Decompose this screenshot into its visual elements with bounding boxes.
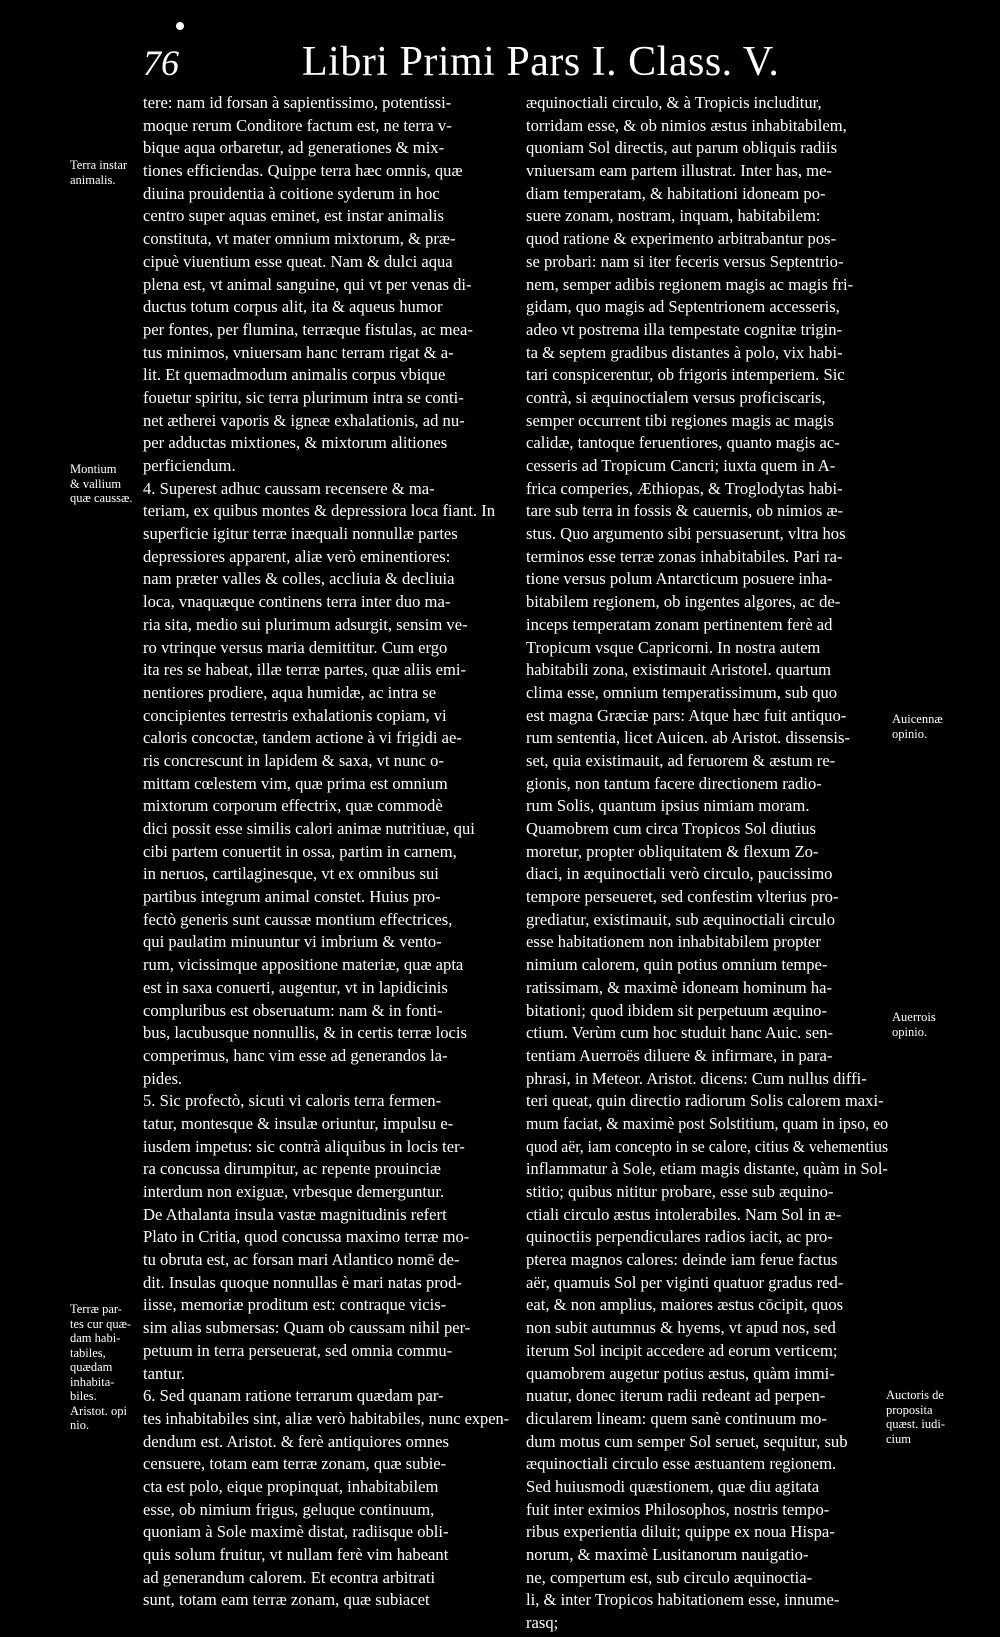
text-line: quoniam à Sole maximè distat, radiisque obli- [143,1522,449,1542]
text-line: moque rerum Conditore factum est, ne terra v- [143,115,452,135]
text-line: quod aër, iam concepto in se calore, citius & vehementius [526,1136,888,1156]
text-line: ad generandum calorem. Et econtra arbitrati [143,1567,436,1587]
margin-note-line: proposita [886,1402,933,1417]
margin-note-line: tes cur quæ- [70,1316,132,1331]
margin-note-line: opinio. [892,726,928,741]
text-line: aër, quamuis Sol per viginti quatuor gradus red- [526,1272,844,1292]
text-line: inflammatur à Sole, etiam magis distante, quàm in Sol- [526,1159,888,1179]
text-line: comperimus, hanc vim esse ad generandos la- [143,1045,448,1065]
text-line: dicularem lineam: quem sanè continuum mo- [526,1408,827,1428]
text-line: Quamobrem cum circa Tropicos Sol diutius [526,819,816,838]
text-line: nuatur, donec iterum radii redeant ad perpen- [526,1386,826,1406]
text-line: contrà, si æquinoctialem versus proficiscaris, [526,387,826,407]
text-line: tes inhabitabiles sint, aliæ verò habitabiles, nunc expen- [143,1408,510,1428]
margin-note-line: Montium [70,462,117,476]
text-line: grediatur, existimauit, sub æquinoctiali circulo [526,909,836,929]
text-line: fuit inter eximios Philosophos, nostris tempo- [526,1499,830,1519]
text-line: depressiores apparent, aliæ verò eminentiores: [143,546,451,566]
text-line: sunt, totam eam terræ zonam, quæ subiacet [143,1590,430,1610]
text-line: vniuersam eam partem illustrat. Inter has, me- [526,161,832,181]
text-line: ro vtrinque versus maria demittitur. Cum ergo [143,637,448,657]
text-line: iterum Sol incipit accedere ad eorum verticem; [526,1340,838,1360]
text-line: mixtorum corporum effectrix, quæ commodè [143,796,443,816]
text-line: rasq; [526,1613,559,1633]
text-line: mittam cœlestem vim, quæ prima est omnium [143,773,448,793]
text-line: bus, lacubusque nonnullis, & in certis terræ locis [143,1023,467,1043]
text-line: æquinoctiali circulo, & à Tropicis includitur, [526,93,822,112]
text-line: pides. [143,1068,183,1088]
margin-note-line: dam habi- [70,1331,121,1345]
margin-note-line: Auerrois [892,1010,936,1024]
text-line: lit. Et quemadmodum animalis corpus vbique [143,365,446,385]
text-line: calidæ, tantoque feruentiores, quanto magis ac- [526,433,840,453]
text-line: suere zonam, nostram, inquam, habitabilem: [526,206,821,226]
text-line: Tropicum vsque Capricorni. In nostra autem [526,637,821,657]
text-line: 4. Superest adhuc caussam recensere & ma- [143,478,435,498]
margin-note-line: Aristot. opi [70,1403,127,1418]
text-line: ribus experientia diluit; quippe ex noua Hispa- [526,1522,835,1542]
text-line: esse habitationem non inhabitabilem propter [526,932,821,952]
text-line: cipuè viuentium esse queat. Nam & dulci aqua [143,251,453,271]
text-line: ctiali circulo æstus intolerabiles. Nam Sol in æ- [526,1204,842,1224]
text-line: tione versus polum Antarcticum posuere inha- [526,569,833,589]
text-line: gidam, quo magis ad Septentrionem accesseris, [526,297,840,317]
margin-note-line: opinio. [892,1024,928,1039]
text-line: moretur, propter obliquitatem & flexum Zo- [526,841,819,861]
text-line: tantur. [143,1363,185,1383]
text-line: constituta, vt mater omnium mixtorum, & præ- [143,229,456,249]
text-line: iisse, memoriæ proditum est: contraque vicis- [143,1295,447,1315]
margin-note-line: biles. [70,1389,97,1403]
text-line: phrasi, in Meteor. Aristot. dicens: Cum nullus diffi- [526,1068,867,1088]
text-line: qui paulatim minuuntur vi imbrium & vento- [143,932,442,952]
text-line: caloris concoctæ, tandem actione à vi frigidi ae- [143,728,462,748]
margin-note-line: Terra instar [70,158,128,172]
text-line: dici possit esse similis calori animæ nutritiuæ, qui [143,819,475,838]
text-line: quamobrem augetur potius æstus, quàm immi- [526,1363,835,1383]
text-line: tiones efficiendas. Quippe terra hæc omnis, quæ [143,161,463,181]
left-text-column [143,92,509,1612]
text-line: per fontes, per flumina, terræque fistulas, ac mea- [143,319,473,339]
text-line: rum, vicissimque appositione materiæ, quæ apta [143,955,464,975]
text-line: nentiores prodiere, aqua humidæ, ac intra se [143,682,437,702]
text-line: teriam, ex quibus montes & depressiora loca fiant. In [143,501,496,521]
text-line: norum, & maximè Lusitanorum nauigatio- [526,1545,809,1564]
text-line: nimium calorem, quin potius omnium tempe- [526,955,828,975]
text-line: cibi partem conuertit in ossa, partim in carnem, [143,841,457,861]
margin-note-line: Auicennæ [892,712,943,726]
text-line: frica comperies, Æthiopas, & Troglodytas habi- [526,478,843,498]
text-line: dum motus cum semper Sol seruet, sequitur, sub [526,1431,848,1451]
text-line: gionis, non tantum facere directionem radio- [526,773,822,793]
text-line: est in saxa conuerti, augentur, vt in lapidicinis [143,977,448,997]
margin-note-line: nio. [70,1418,90,1432]
text-line: diam temperatam, & habitationi idoneam po- [526,183,826,203]
text-line: cta est polo, eique propinquat, inhabitabilem [143,1476,439,1496]
text-line: cesseris ad Tropicum Cancri; iuxta quem in A- [526,456,836,475]
text-line: quinoctiis perpendiculares radios iacit, ac pro- [526,1227,833,1247]
text-line: ta & septem gradibus distantes à polo, vix habi- [526,342,843,362]
text-line: nam præter valles & colles, accliuia & decliuia [143,569,455,589]
text-line: semper occurrent tibi regiones magis ac magis [526,410,834,430]
margin-note-terrae-partes [70,1302,131,1433]
margin-note-montium [70,462,133,506]
text-line: est magna Græciæ pars: Atque hæc fuit antiquo- [526,705,847,725]
text-line: diuina prouidentia à coitione syderum in hoc [143,183,440,203]
text-line: adeo vt postrema illa tempestate cognitæ trigin- [526,319,843,339]
margin-note-auerrois [892,1010,936,1039]
text-line: tare sub terra in fossis & cauernis, ob nimios æ- [526,501,844,521]
text-line: interdum non exiguæ, vrbesque demerguntur. [143,1182,445,1201]
text-line: quoniam Sol directis, aut parum obliquis radiis [526,138,838,158]
text-line: ris concrescunt in lapidem & saxa, vt nunc o- [143,750,444,770]
margin-note-line: quæ caussæ. [70,491,133,505]
text-line: bitabilem regionem, ob ingentes algores, ac de- [526,592,841,612]
margin-note-line: Auctoris de [886,1388,944,1402]
page-number: 76 [143,43,179,83]
text-line: tus minimos, vniuersam hanc terram rigat & a- [143,342,454,362]
text-line: superficie igitur terræ inæquali nonnullæ partes [143,524,458,544]
margin-note-line: & vallium [70,476,122,491]
text-line: sim alias submersas: Quam ob caussam nihil per- [143,1318,471,1338]
text-line: petuum in terra perseuerat, sed omnia commu- [143,1340,453,1360]
text-line: clima esse, omnium temperatissimum, sub quo [526,682,838,702]
text-line: concipientes terrestris exhalationis copiam, vi [143,705,447,725]
text-line: ria sita, medio sui plurimum adsurgit, sensim ve- [143,614,468,634]
margin-note-line: quæst. iudi- [886,1417,946,1431]
text-line: fouetur spiritu, sic terra plurimum intra se conti- [143,387,464,407]
text-line: centro super aquas eminet, est instar animalis [143,206,444,226]
text-line: set, quia existimauit, ad feruorem & æstum re- [526,750,836,770]
margin-note-terra-instar [70,158,127,187]
text-line: teri queat, quin directio radiorum Solis calorem maxi- [526,1091,884,1111]
margin-note-line: quædam [70,1360,113,1374]
text-line: æquinoctiali circulo esse æstuantem regionem. [526,1454,837,1474]
text-line: esse, ob nimium frigus, geluque continuum, [143,1499,435,1519]
text-line: tere: nam id forsan à sapientissimo, potentissi- [143,93,452,112]
text-line: stus. Quo argumento sibi persuaserunt, vltra hos [526,524,846,544]
text-line: ita res se habeat, illæ terræ partes, quæ aliis emi- [143,660,467,680]
text-line: nem, semper adibis regionem magis ac magis fri- [526,274,854,294]
text-line: eat, & non amplius, maiores æstus cōcipit, quos [526,1295,844,1315]
text-line: mum faciat, & maximè post Solstitium, quam in ipso, eo [526,1113,889,1133]
text-line: ratissimam, & maximè idoneam hominum ha- [526,977,833,997]
text-line: plena est, vt animal sanguine, qui vt per venas di- [143,274,472,294]
text-line: tempore perseueret, sed confestim vlterius pro- [526,887,839,907]
text-line: perficiendum. [143,456,236,475]
text-line: De Athalanta insula vastæ magnitudinis refert [143,1204,447,1224]
right-text-column [526,92,888,1635]
text-line: tentiam Auerroës diluere & infirmare, in para- [526,1045,833,1065]
margin-note-line: cium [886,1431,911,1446]
text-line: rum Solis, quantum ipsius nimiam moram. [526,796,810,816]
text-line: Sed huiusmodi quæstionem, quæ diu agitata [526,1476,820,1496]
margin-note-auctoris [886,1388,945,1446]
text-line: ne, compertum est, sub circulo æquinoctia- [526,1567,813,1587]
margin-note-auicennae [892,712,943,741]
text-line: 6. Sed quanam ratione terrarum quædam par- [143,1386,444,1406]
text-line: non subit autumnus & hyems, vt apud nos, sed [526,1318,836,1338]
margin-note-line: animalis. [70,172,116,187]
text-line: Plato in Critia, quod concussa maximo terræ mo- [143,1227,470,1247]
printer-mark [176,22,184,30]
text-line: compluribus est obseruatum: nam & in fonti- [143,1000,443,1020]
text-line: fectò generis sunt caussæ montium effectrices, [143,909,453,929]
text-line: tu obruta est, ac forsan mari Atlantico nomē de- [143,1250,460,1270]
text-line: 5. Sic profectò, sicuti vi caloris terra fermen- [143,1091,442,1111]
text-line: ra concussa dirumpitur, ac repente prouinciæ [143,1159,441,1179]
margin-note-line: tabiles, [70,1345,106,1360]
text-line: quis solum fruitur, vt nullam ferè vim habeant [143,1545,449,1564]
text-line: habitabili zona, existimauit Aristotel. quartum [526,660,832,680]
text-line: dit. Insulas quoque nonnullas è mari natas prod- [143,1272,462,1292]
text-line: loca, vnaquæque continens terra inter duo ma- [143,592,451,612]
text-line: tatur, montesque & insulæ oriuntur, impulsu e- [143,1113,454,1133]
margin-note-line: inhabita- [70,1374,115,1389]
text-line: partibus integrum animal constet. Huius pro- [143,887,441,907]
margin-note-line: Terræ par- [70,1302,122,1316]
text-line: ductus totum corpus alit, ita & aqueus humor [143,297,443,317]
text-line: pterea magnos calores: deinde iam ferue factus [526,1250,838,1270]
text-line: torridam esse, & ob nimios æstus inhabitabilem, [526,115,847,135]
running-title: Libri Primi Pars I. Class. V. [302,39,780,85]
text-line: se probari: nam si iter feceris versus Septentrio- [526,251,844,271]
text-line: diaci, in æquinoctiali verò circulo, paucissimo [526,864,833,884]
text-line: inceps temperatam zonam pertinentem ferè ad [526,614,833,634]
text-line: in neruos, cartilaginesque, vt ex omnibus sui [143,864,439,884]
text-line: stitio; quibus nititur probare, esse sub æquino- [526,1182,834,1201]
text-line: rum sententia, licet Auicen. ab Aristot. dissensis- [526,728,850,748]
text-line: iusdem impetus: sic contrà aliquibus in locis ter- [143,1136,465,1156]
text-line: per adductas mixtiones, & mixtorum alitiones [143,433,448,453]
text-line: ctium. Verùm cum hoc studuit hanc Auic. sen- [526,1023,834,1043]
text-line: bique aqua orbaretur, ad generationes & mix- [143,138,445,158]
text-line: censuere, totam eam terræ zonam, quæ subie- [143,1454,447,1474]
text-line: terminos esse terræ zonas inhabitabiles. Pari ra- [526,546,843,566]
text-line: net ætherei vaporis & igneæ exhalationis, ad nu- [143,410,465,430]
text-line: tari conspicerentur, ob frigoris intemperiem. Sic [526,365,845,385]
text-line: bitationi; quod ibidem sit perpetuum æquino- [526,1000,827,1020]
text-line: quod ratione & experimento arbitrabantur pos- [526,229,837,249]
text-line: dendum est. Aristot. & ferè antiquiores omnes [143,1431,450,1451]
text-line: li, & inter Tropicos habitationem esse, innume- [526,1590,840,1610]
